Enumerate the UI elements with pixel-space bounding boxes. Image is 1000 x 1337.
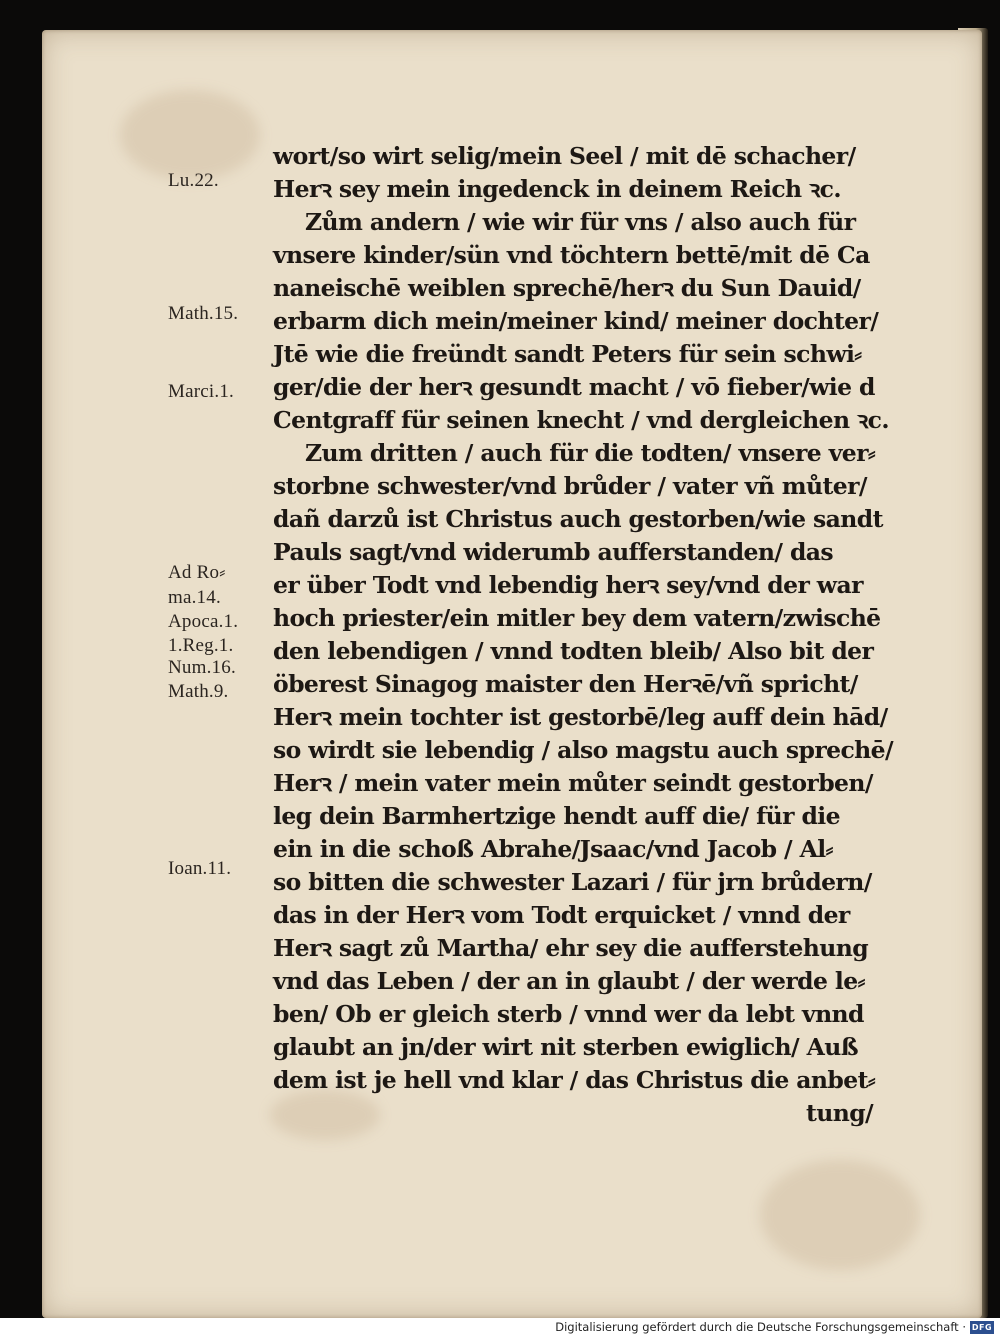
text-line: er über Todt vnd lebendig herꝛ sey/vnd der war: [273, 571, 863, 599]
text-line: leg dein Barmhertzige hendt auff die/ für die: [273, 802, 840, 830]
dfg-logo: DFG: [971, 1323, 993, 1332]
text-line: Herꝛ sagt zů Martha/ ehr sey die aufferstehung: [273, 934, 869, 962]
margin-note: Math.9.: [168, 681, 229, 702]
text-line: Zům andern / wie wir für vns / also auch für: [305, 208, 856, 236]
margin-note: Ioan.11.: [168, 858, 232, 879]
text-line: naneischē weiblen sprechē/herꝛ du Sun Dauid/: [273, 274, 861, 302]
margin-note: ma.14.: [168, 587, 221, 608]
text-line: wort/so wirt selig/mein Seel / mit dē schacher/: [273, 142, 856, 170]
text-line: hoch priester/ein mitler bey dem vatern/zwischē: [273, 604, 881, 632]
text-line: dañ darzů ist Christus auch gestorben/wie sandt: [273, 505, 883, 533]
catchword: tung/: [806, 1099, 874, 1127]
text-line: ben/ Ob er gleich sterb / vnnd wer da lebt vnnd: [273, 1000, 864, 1028]
funding-credit: Digitalisierung gefördert durch die Deutsche Forschungsgemeinschaft ·: [555, 1320, 966, 1334]
text-line: Centgraff für seinen knecht / vnd dergleichen ꝛc.: [273, 406, 889, 434]
margin-note: Marci.1.: [168, 381, 234, 402]
text-line: dem ist je hell vnd klar / das Christus die anbet⸗: [273, 1066, 876, 1094]
footer-bar: [0, 1318, 1000, 1337]
text-line: Pauls sagt/vnd widerumb aufferstanden/ das: [273, 538, 834, 566]
paper-stain: [270, 1090, 380, 1140]
text-line: Herꝛ / mein vater mein můter seindt gestorben/: [273, 769, 873, 797]
margin-note: Num.16.: [168, 657, 236, 678]
text-line: erbarm dich mein/meiner kind/ meiner dochter/: [273, 307, 879, 335]
text-line: öberest Sinagog maister den Herꝛē/vñ spricht/: [273, 670, 858, 698]
paper-stain: [760, 1160, 920, 1270]
text-line: storbne schwester/vnd brůder / vater vñ můter/: [273, 472, 867, 500]
text-line: den lebendigen / vnnd todten bleib/ Also bit der: [273, 637, 874, 665]
margin-note: Ad Ro⸗: [168, 562, 226, 583]
text-line: glaubt an jn/der wirt nit sterben ewiglich/ Auß: [273, 1033, 858, 1061]
paper-stain: [120, 90, 260, 180]
text-line: vnd das Leben / der an in glaubt / der werde le⸗: [273, 967, 865, 995]
text-line: so wirdt sie lebendig / also magstu auch sprechē/: [273, 736, 893, 764]
text-line: vnsere kinder/sün vnd töchtern bettē/mit dē Ca: [273, 241, 870, 269]
text-line: Herꝛ sey mein ingedenck in deinem Reich ꝛc.: [273, 175, 841, 203]
text-line: das in der Herꝛ vom Todt erquicket / vnnd der: [273, 901, 850, 929]
margin-note: Math.15.: [168, 303, 239, 324]
text-line: Herꝛ mein tochter ist gestorbē/leg auff dein hād/: [273, 703, 888, 731]
margin-note: Apoca.1.: [168, 611, 239, 632]
text-line: Jtē wie die freündt sandt Peters für sein schwi⸗: [273, 340, 862, 368]
text-line: so bitten die schwester Lazari / für jrn brůdern/: [273, 868, 872, 896]
text-line: ger/die der herꝛ gesundt macht / vō fieber/wie d: [273, 373, 875, 401]
text-line: ein in die schoß Abrahe/Jsaac/vnd Jacob / Al⸗: [273, 835, 833, 863]
margin-note: Lu.22.: [168, 170, 219, 191]
text-line: Zum dritten / auch für die todten/ vnsere ver⸗: [305, 439, 876, 467]
margin-note: 1.Reg.1.: [168, 635, 234, 656]
